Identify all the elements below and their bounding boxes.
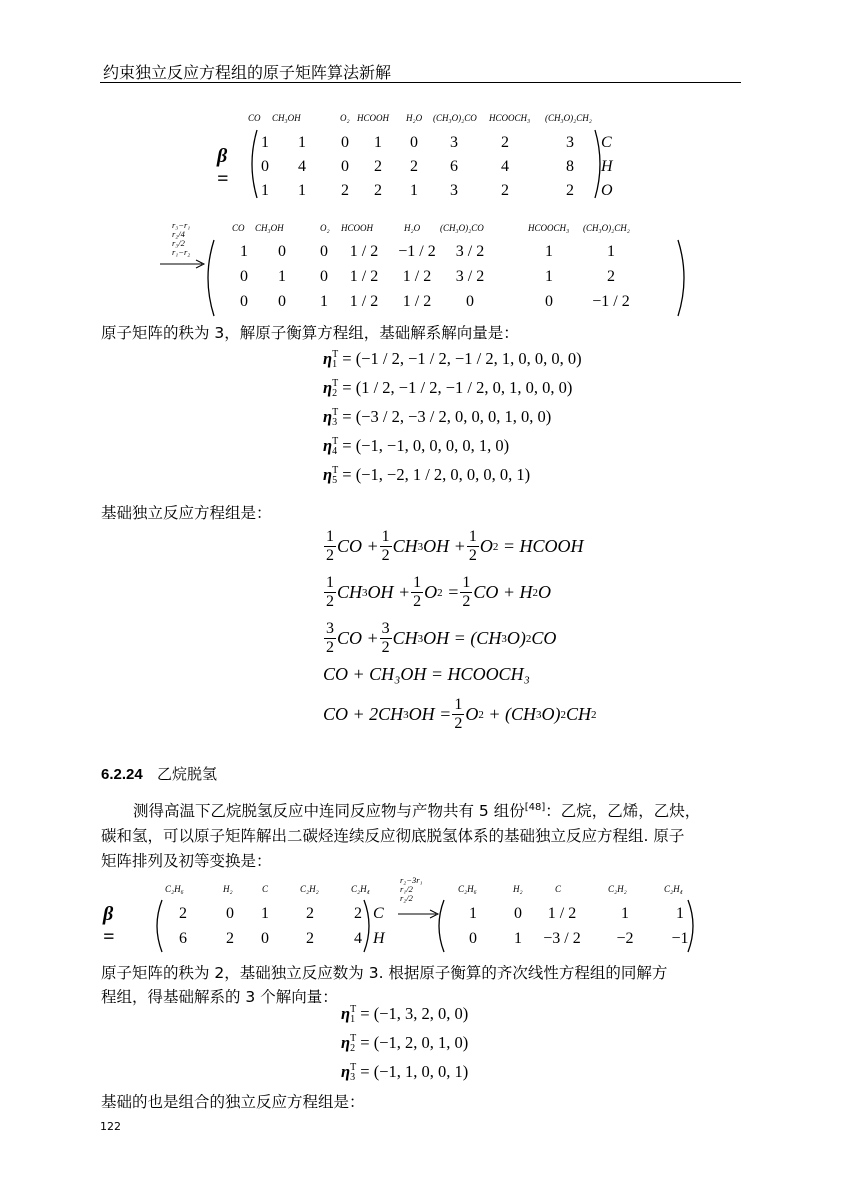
matrix3-cell: 1 — [261, 905, 269, 922]
matrix3b-cell: 0 — [514, 905, 522, 922]
matrix1-brackets — [245, 128, 615, 200]
matrix3-cell: 0 — [261, 930, 269, 947]
matrix3-column-header: C — [262, 884, 269, 894]
text-rank-2-line-1: 原子矩阵的秩为 2，基础独立反应数为 3. 根据原子衡算的齐次线性方程组的同解方 — [101, 964, 668, 982]
paragraph-line-3: 矩阵排列及初等变换是： — [101, 852, 272, 870]
matrix2-cell: 0 — [466, 293, 474, 310]
matrix3-column-header: C₂H₄ — [351, 884, 370, 894]
matrix3b-cell: 1 — [469, 905, 477, 922]
matrix2-cell: 3 / 2 — [455, 243, 485, 260]
matrix2-cell: 1 — [278, 268, 286, 285]
matrix3-column-header: C₂H₆ — [165, 884, 184, 894]
matrix2-cell: 1 / 2 — [349, 268, 379, 285]
matrix2-column-header: CH₃OH — [255, 223, 284, 233]
matrix2-column-header: CO — [232, 223, 245, 233]
equation-3: $\frac{3}{2}$ CO + $\frac{3}{2}$ CH 3 OH = (CH 3 O) 2 CO — [326, 620, 557, 656]
matrix2-cell: 1 — [607, 243, 615, 260]
vector-eta-1: η T 1 = (−1 / 2, −1 / 2, −1 / 2, 1, 0, 0, 0, 0) — [323, 349, 582, 371]
matrix3b-column-header: C₂H₆ — [458, 884, 477, 894]
matrix3-cell: 2 — [226, 930, 234, 947]
matrix3b-column-header: C₂H₄ — [664, 884, 683, 894]
matrix1-cell: 0 — [261, 158, 269, 175]
matrix3-cell: 2 — [306, 930, 314, 947]
matrix1-cell: 1 — [261, 182, 269, 199]
matrix3-row-op: r₂/2 — [400, 893, 413, 903]
matrix1-row-label: O — [601, 182, 613, 199]
matrix2-cell: 1 / 2 — [349, 293, 379, 310]
matrix1-cell: 3 — [450, 182, 458, 199]
matrix2-column-header: H₂O — [404, 223, 421, 233]
section-heading: 6.2.24 乙烷脱氢 — [101, 765, 218, 783]
matrix1-cell: 2 — [501, 182, 509, 199]
matrix1-column-header: HCOOH — [357, 113, 390, 123]
matrix1-cell: 2 — [410, 158, 418, 175]
matrix3b-cell: −1 — [671, 930, 689, 947]
matrix3-cell: 0 — [226, 905, 234, 922]
matrix3-right-brackets — [432, 898, 702, 954]
vector-eta-b-3: η T 3 = (−1, 1, 0, 0, 1) — [341, 1062, 469, 1084]
matrix3b-cell: −2 — [616, 930, 634, 947]
matrix3b-cell: 1 — [676, 905, 684, 922]
page-number: 122 — [100, 1120, 121, 1133]
matrix1-cell: 0 — [341, 134, 349, 151]
matrix2-cell: 1 / 2 — [349, 243, 379, 260]
matrix2-cell: 0 — [278, 293, 286, 310]
matrix3-cell: 2 — [354, 905, 362, 922]
matrix2-cell: 1 / 2 — [402, 268, 432, 285]
matrix3-row-op: r₁/2 — [400, 884, 413, 894]
matrix3-cell: 6 — [179, 930, 187, 947]
vector-eta-4: η T 4 = (−1, −1, 0, 0, 0, 0, 1, 0) — [323, 436, 510, 458]
matrix1-row-label: H — [601, 158, 613, 175]
matrix1-cell: 2 — [341, 182, 349, 199]
matrix1-cell: 3 — [450, 134, 458, 151]
matrix2-row-op: r₁−r₂ — [172, 247, 191, 257]
matrix1-column-header: CH₃OH — [272, 113, 301, 123]
beta-symbol: β = — [217, 145, 229, 190]
matrix1-cell: 1 — [298, 134, 306, 151]
matrix2-cell: 1 / 2 — [402, 293, 432, 310]
matrix2-cell: −1 / 2 — [592, 293, 630, 310]
matrix3b-column-header: H₂ — [513, 884, 523, 894]
matrix1-cell: 1 — [298, 182, 306, 199]
matrix1-cell: 2 — [374, 182, 382, 199]
text-rank-2-line-2: 程组，得基础解系的 3 个解向量： — [101, 988, 338, 1006]
matrix2-cell: 1 — [545, 243, 553, 260]
matrix2-cell: 2 — [607, 268, 615, 285]
matrix1-cell: 4 — [298, 158, 306, 175]
vector-eta-b-1: η T 1 = (−1, 3, 2, 0, 0) — [341, 1004, 469, 1026]
matrix1-column-header: HCOOCH₃ — [489, 113, 531, 123]
matrix1-cell: 8 — [566, 158, 574, 175]
matrix3b-cell: 1 / 2 — [547, 905, 577, 922]
matrix3b-column-header: C — [555, 884, 562, 894]
matrix2-cell: 3 / 2 — [455, 268, 485, 285]
matrix3-cell: 2 — [306, 905, 314, 922]
paragraph-line-2: 碳和氢，可以原子矩阵解出二碳烃连续反应彻底脱氢体系的基础独立反应方程组. 原子 — [101, 827, 685, 845]
matrix2-cell: 0 — [545, 293, 553, 310]
matrix2-row-op: r₂/4 — [172, 229, 185, 239]
matrix1-cell: 0 — [410, 134, 418, 151]
matrix1-cell: 0 — [341, 158, 349, 175]
matrix3-column-header: H₂ — [223, 884, 233, 894]
matrix1-cell: 2 — [501, 134, 509, 151]
matrix1-cell: 2 — [566, 182, 574, 199]
matrix2-cell: 1 — [545, 268, 553, 285]
matrix1-cell: 4 — [501, 158, 509, 175]
matrix3-row-label: C — [373, 905, 384, 922]
matrix1-column-header: CO — [248, 113, 261, 123]
matrix2-column-header: HCOOH — [341, 223, 374, 233]
equation-1: $\frac{1}{2}$ CO + $\frac{1}{2}$ CH 3 OH + $\frac{1}{2}$ O 2 = HCOOH — [326, 528, 584, 564]
equation-2: $\frac{1}{2}$ CH 3 OH + $\frac{1}{2}$ O 2 = $\frac{1}{2}$ CO + H 2 O — [326, 574, 551, 610]
text-rank-3: 原子矩阵的秩为 3，解原子衡算方程组，基础解系解向量是： — [101, 324, 519, 342]
matrix2-cell: 0 — [320, 268, 328, 285]
vector-eta-3: η T 3 = (−3 / 2, −3 / 2, 0, 0, 0, 1, 0, 0) — [323, 407, 552, 429]
matrix2-column-header: (CH₃O)₂CH₂ — [583, 223, 630, 233]
matrix1-column-header: O₂ — [340, 113, 350, 123]
matrix3-left-brackets — [150, 898, 380, 954]
beta-symbol-2: β = — [103, 903, 115, 948]
matrix2-column-header: O₂ — [320, 223, 330, 233]
matrix2-row-op: r₃/2 — [172, 238, 185, 248]
matrix2-cell: 0 — [278, 243, 286, 260]
matrix3-column-header: C₂H₂ — [300, 884, 319, 894]
matrix2-row-op: r₃−r₁ — [172, 220, 191, 230]
matrix3b-cell: 1 — [621, 905, 629, 922]
matrix1-cell: 6 — [450, 158, 458, 175]
matrix2-column-header: HCOOCH₃ — [528, 223, 570, 233]
text-basic-equations: 基础独立反应方程组是： — [101, 504, 272, 522]
matrix3-row-label: H — [373, 930, 385, 947]
matrix1-cell: 1 — [374, 134, 382, 151]
text-combined-equations: 基础的也是组合的独立反应方程组是： — [101, 1093, 365, 1111]
matrix2-brackets — [200, 238, 692, 318]
matrix2-cell: 1 — [240, 243, 248, 260]
matrix2-cell: 0 — [240, 293, 248, 310]
matrix3b-cell: −3 / 2 — [543, 930, 581, 947]
vector-eta-b-2: η T 2 = (−1, 2, 0, 1, 0) — [341, 1033, 469, 1055]
matrix1-cell: 2 — [374, 158, 382, 175]
matrix2-cell: 1 — [320, 293, 328, 310]
vector-eta-2: η T 2 = (1 / 2, −1 / 2, −1 / 2, 0, 1, 0, 0, 0) — [323, 378, 573, 400]
equation-5: CO + 2CH 3 OH = $\frac{1}{2}$ O 2 + (CH 3 O) 2 CH 2 — [323, 696, 597, 732]
vector-eta-5: η T 5 = (−1, −2, 1 / 2, 0, 0, 0, 0, 1) — [323, 465, 531, 487]
matrix1-cell: 1 — [261, 134, 269, 151]
matrix3b-cell: 0 — [469, 930, 477, 947]
matrix3-cell: 4 — [354, 930, 362, 947]
matrix3-cell: 2 — [179, 905, 187, 922]
paragraph-line-1: 测得高温下乙烷脱氢反应中连同反应物与产物共有 5 组份[48]：乙烷，乙烯，乙炔， — [133, 801, 701, 820]
matrix3b-cell: 1 — [514, 930, 522, 947]
matrix2-cell: 0 — [240, 268, 248, 285]
matrix3b-column-header: C₂H₂ — [608, 884, 627, 894]
matrix1-column-header: (CH₃O)₂CH₂ — [545, 113, 592, 123]
running-header: 约束独立反应方程组的原子矩阵算法新解 — [103, 63, 392, 82]
matrix1-cell: 3 — [566, 134, 574, 151]
matrix2-column-header: (CH₃O)₂CO — [440, 223, 484, 233]
header-rule — [100, 82, 741, 83]
matrix1-column-header: (CH₃O)₂CO — [433, 113, 477, 123]
matrix1-row-label: C — [601, 134, 612, 151]
matrix1-column-header: H₂O — [406, 113, 423, 123]
matrix3-row-op: r₂−3r₁ — [400, 875, 423, 885]
matrix1-cell: 1 — [410, 182, 418, 199]
matrix2-cell: −1 / 2 — [398, 243, 436, 260]
equation-4: CO + CH₃OH = HCOOCH₃ — [323, 664, 530, 684]
matrix2-cell: 0 — [320, 243, 328, 260]
